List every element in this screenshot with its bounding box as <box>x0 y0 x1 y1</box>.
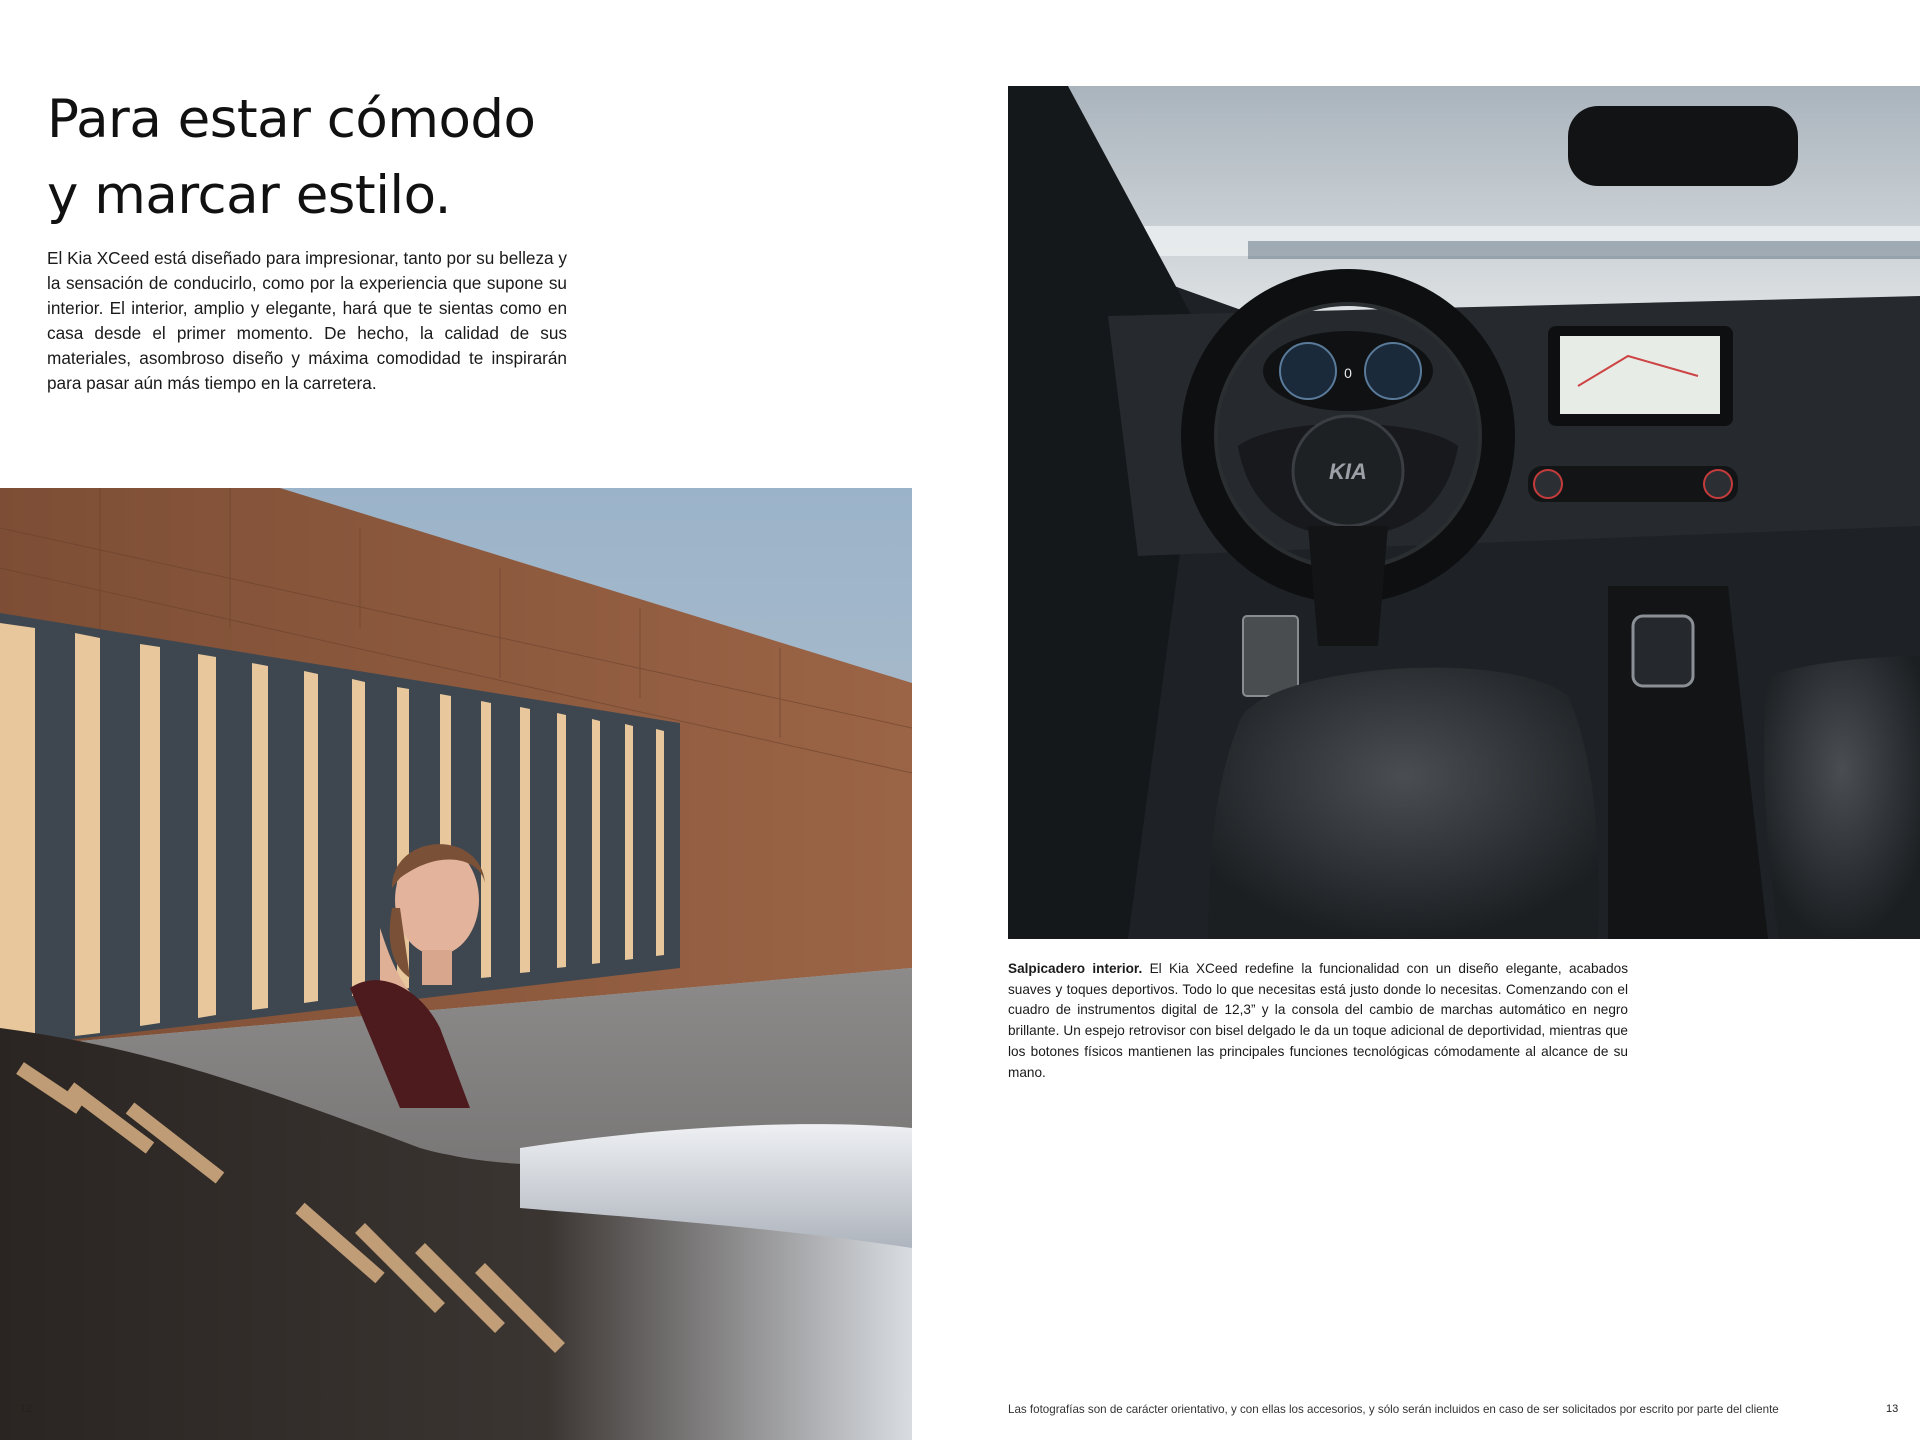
intro-paragraph: El Kia XCeed está diseñado para impresionar, tanto por su belleza y la sensación de conducirlo, como por la experiencia que supone su interior. El interior, amplio y elegante, hará que te sientas como en casa desde el primer momento. De hecho, la calidad de sus materiales, asombroso diseño y máxima comodidad te inspirarán para pasar aún más tiempo en la carretera. <box>47 248 567 393</box>
gear-shifter <box>1633 616 1693 686</box>
passenger-seat <box>1764 656 1920 939</box>
page-number-right: 13 <box>1886 1403 1899 1415</box>
rear-view-mirror <box>1568 106 1798 186</box>
caption-body: El Kia XCeed redefine la funcionalidad con un diseño elegante, acabados suaves y toques deportivos. Todo lo que necesitas está justo donde lo necesitas. Comenzando con el cuadro de instrumentos digital de 12,3” y la consola del cambio de marchas automático en negro brillante. Un espejo retrovisor con bisel delgado le da un toque adicional de deportividad, mientras que los botones físicos mantienen las principales funciones tecnológicas cómodamente al alcance de su mano. <box>1008 961 1628 1080</box>
page-number-left: 12 <box>20 1403 33 1415</box>
lifestyle-photo <box>0 488 912 1440</box>
headline-line-1: Para estar cómodo <box>47 89 536 150</box>
photo-caption <box>1008 959 1628 1083</box>
interior-photo <box>1008 86 1920 939</box>
speed-readout: 0 <box>1344 365 1352 381</box>
interior-photo-illustration <box>1008 86 1920 939</box>
lifestyle-photo-illustration <box>0 488 912 1440</box>
kia-logo: KIA <box>1329 459 1367 484</box>
disclaimer-text: Las fotografías son de carácter orientativo, y con ellas los accesorios, y sólo serán incluidos en caso de ser solicitados por escrito por parte del cliente <box>1008 1403 1779 1416</box>
pedal <box>1243 616 1298 696</box>
driver-seat <box>1208 668 1599 939</box>
page-title <box>47 82 535 234</box>
caption-title: Salpicadero interior. <box>1008 961 1143 976</box>
headline-line-2: y marcar estilo. <box>47 165 451 226</box>
